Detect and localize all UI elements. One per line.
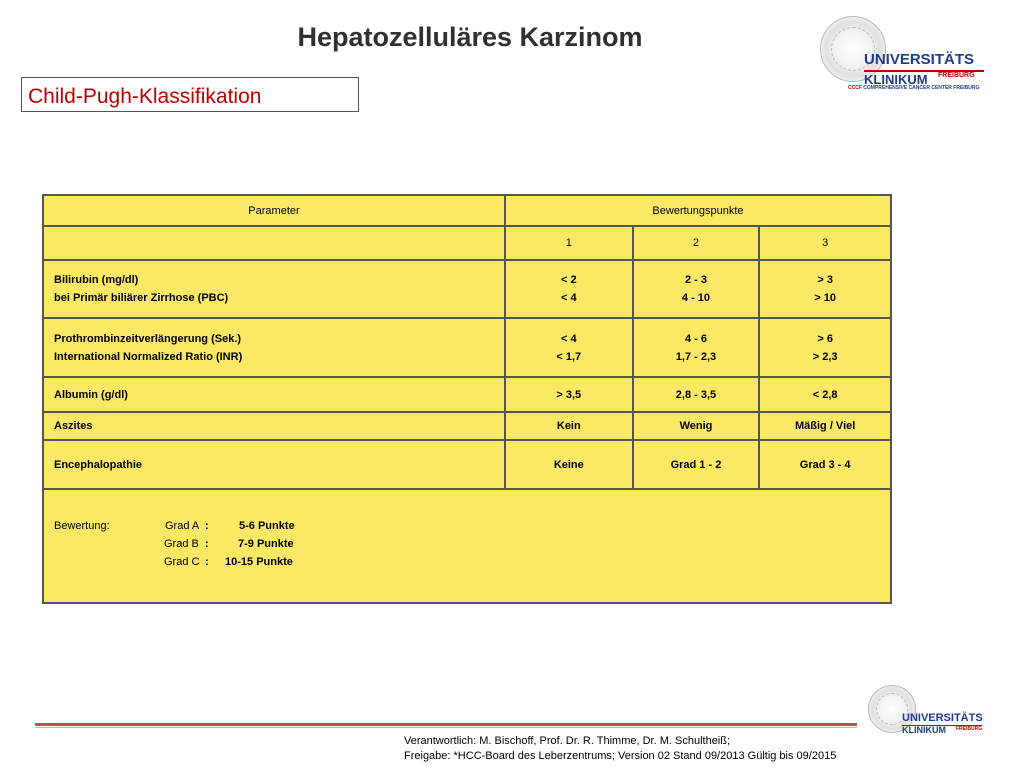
points-cell <box>505 260 633 318</box>
table-row <box>43 377 891 412</box>
parameter-label: International Normalized Ratio (INR) <box>54 350 243 363</box>
cccf-text: CCCF COMPREHENSIVE CANCER CENTER FREIBURG <box>848 85 980 91</box>
grade-points: 7-9 Punkte <box>238 538 294 550</box>
points-cell <box>505 318 633 377</box>
grade-points: 10-15 Punkte <box>225 556 293 568</box>
footer-release: Freigabe: *HCC-Board des Leberzentrums; Version 02 Stand 09/2013 Gültig bis 09/2015 <box>404 750 837 762</box>
logo-klinikum-text: KLINIKUM <box>902 725 946 735</box>
parameter-cell <box>43 318 505 377</box>
points-value: 4 - 6 <box>684 332 707 345</box>
logo-universitaets-text: UNIVERSITÄTS <box>864 51 975 68</box>
grade-colon: : <box>205 538 209 550</box>
footer-divider-thin <box>35 727 857 728</box>
points-value: Grad 3 - 4 <box>759 440 891 489</box>
grade-label: Grad C <box>164 556 200 568</box>
logo-klinikum-text: KLINIKUM <box>864 72 928 87</box>
logo-freiburg-text: FREIBURG <box>956 726 983 732</box>
points-cell <box>633 260 760 318</box>
points-value: Keine <box>505 440 633 489</box>
grade-points: 5-6 Punkte <box>239 520 295 532</box>
child-pugh-table <box>42 194 892 604</box>
points-value: Wenig <box>633 412 760 440</box>
logo-freiburg-text: FREIBURG <box>938 72 975 79</box>
grade-colon: : <box>205 520 209 532</box>
points-cell <box>759 260 891 318</box>
points-value: 2,8 - 3,5 <box>633 377 760 412</box>
table-row <box>43 412 891 440</box>
score-header-row <box>43 226 891 260</box>
parameter-label: Prothrombinzeitverlängerung (Sek.) <box>54 332 242 345</box>
points-cell <box>633 318 760 377</box>
points-value: < 1,7 <box>556 350 582 363</box>
bewertung-label: Bewertung: <box>54 520 110 532</box>
parameter-label: Albumin (g/dl) <box>43 377 505 412</box>
points-value: Mäßig / Viel <box>759 412 891 440</box>
grade-label: Grad B <box>164 538 199 550</box>
parameter-cell <box>43 260 505 318</box>
header-bewertungspunkte: Bewertungspunkte <box>505 195 891 226</box>
points-value: 2 - 3 <box>684 274 707 286</box>
points-value: < 4 <box>560 292 577 304</box>
points-value: 1,7 - 2,3 <box>675 350 717 363</box>
parameter-label: Encephalopathie <box>43 440 505 489</box>
bewertung-row <box>43 489 891 603</box>
points-value: < 4 <box>560 332 577 345</box>
empty-cell <box>43 226 505 260</box>
points-value: > 3 <box>817 274 833 286</box>
logo-universitaets-text: UNIVERSITÄTS <box>902 712 983 724</box>
grade-colon: : <box>205 556 209 568</box>
points-value: Kein <box>505 412 633 440</box>
points-value: < 2,8 <box>759 377 891 412</box>
table-row <box>43 260 891 318</box>
header-parameter: Parameter <box>43 195 505 226</box>
points-value: < 2 <box>560 274 577 286</box>
score-label: 2 <box>633 226 760 260</box>
subtitle: Child-Pugh-Klassifikation <box>28 85 262 108</box>
table-row <box>43 440 891 489</box>
points-value: > 3,5 <box>505 377 633 412</box>
points-value: Grad 1 - 2 <box>633 440 760 489</box>
table-row <box>43 318 891 377</box>
grade-label: Grad A <box>165 520 200 532</box>
score-label: 3 <box>759 226 891 260</box>
footer-text <box>404 734 836 764</box>
parameter-label: Bilirubin (mg/dl) <box>54 274 139 286</box>
points-value: > 2,3 <box>812 350 838 363</box>
footer-university-hospital-logo <box>866 683 984 738</box>
parameter-label: bei Primär biliärer Zirrhose (PBC) <box>54 292 229 304</box>
page-title: Hepatozelluläres Karzinom <box>297 22 643 52</box>
score-label: 1 <box>505 226 633 260</box>
subtitle-box <box>21 77 359 112</box>
footer-divider <box>35 723 857 726</box>
footer-responsible: Verantwortlich: M. Bischoff, Prof. Dr. R. Thimme, Dr. M. Schultheiß; <box>404 735 731 747</box>
table-header-row <box>43 195 891 226</box>
points-value: 4 - 10 <box>681 292 711 304</box>
parameter-label: Aszites <box>43 412 505 440</box>
university-hospital-logo <box>818 14 990 94</box>
points-value: > 10 <box>814 292 836 304</box>
points-cell <box>759 318 891 377</box>
bewertung-cell <box>43 489 891 603</box>
points-value: > 6 <box>817 332 833 345</box>
